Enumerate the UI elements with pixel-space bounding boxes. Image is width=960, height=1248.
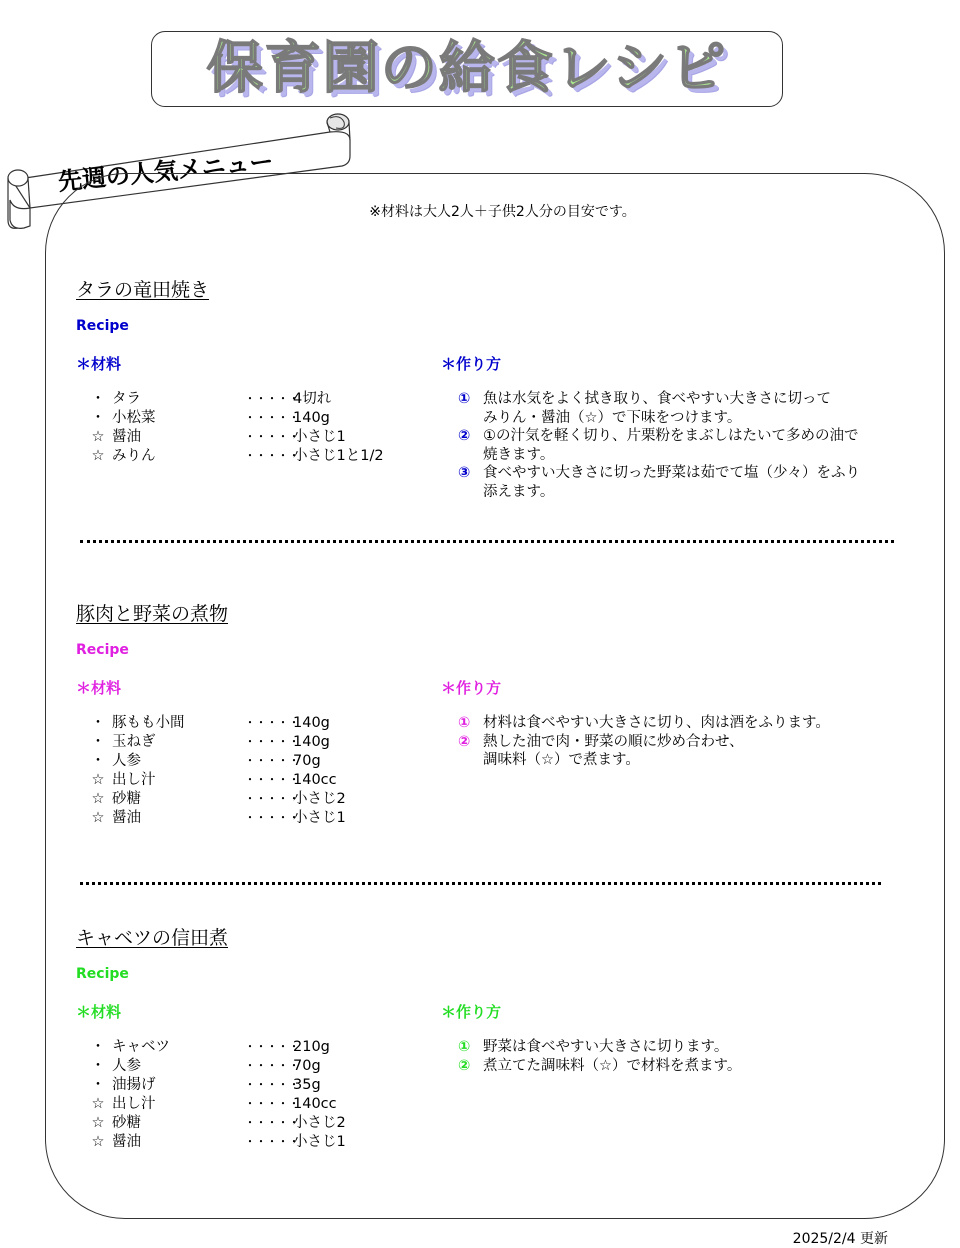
ingredient-amount: 70g — [293, 1058, 321, 1074]
ingredient-leader: ・・・・・ — [245, 775, 300, 786]
ingredients-heading: ＊材料 — [76, 1003, 122, 1021]
ingredient-name: みりん — [112, 448, 156, 464]
step-number: ② — [458, 1057, 471, 1074]
step-item — [458, 427, 898, 464]
ingredient-amount: 210g — [293, 1039, 330, 1055]
updated-date: 2025/2/4 更新 — [792, 1231, 888, 1247]
step-list — [458, 1038, 898, 1075]
recipe-name: キャベツの信田煮 — [76, 927, 229, 949]
page-title: 保育園の給食レシピ — [206, 36, 728, 101]
step-text-continued: 調味料（☆）で煮ます。 — [483, 752, 640, 768]
steps-heading: ＊作り方 — [441, 679, 502, 697]
ingredient-name: 醤油 — [112, 429, 141, 445]
ingredient-leader: ・・・・・ — [245, 451, 300, 462]
ingredient-amount: 140g — [293, 715, 330, 731]
recipe-label: Recipe — [76, 642, 129, 658]
ingredient-leader: ・・・・・ — [245, 394, 300, 405]
dotted-separator — [80, 882, 881, 885]
ingredient-amount: 小さじ2 — [293, 791, 346, 807]
ingredient-leader: ・・・・・ — [245, 1118, 300, 1129]
step-number: ① — [458, 715, 471, 731]
ingredient-amount: 小さじ2 — [293, 1115, 346, 1131]
ingredient-mark: ☆ — [91, 429, 105, 445]
ingredient-leader: ・・・・・ — [245, 1061, 300, 1072]
ingredient-mark: ☆ — [91, 448, 105, 464]
ingredient-leader: ・・・・・ — [245, 413, 300, 424]
step-text-continued: 添えます。 — [483, 483, 555, 500]
ingredient-amount: 140cc — [293, 1096, 337, 1112]
step-item — [458, 464, 898, 501]
ingredient-leader: ・・・・・ — [245, 432, 300, 443]
step-list — [458, 714, 898, 770]
ingredient-name: 醤油 — [112, 810, 141, 826]
ingredient-leader: ・・・・・ — [245, 794, 300, 805]
ingredient-leader: ・・・・・ — [245, 1137, 300, 1148]
ingredient-mark: ☆ — [91, 791, 105, 807]
ingredient-mark: ☆ — [91, 1096, 105, 1112]
servings-note: ※材料は大人2人＋子供2人分の目安です。 — [369, 204, 636, 220]
ingredient-name: タラ — [112, 391, 141, 407]
ingredient-amount: 140g — [293, 734, 330, 750]
step-list — [458, 390, 898, 501]
ingredient-mark: ・ — [90, 391, 106, 407]
step-number: ① — [458, 391, 471, 407]
step-item — [458, 714, 898, 733]
ingredient-amount: 4切れ — [293, 391, 332, 407]
ingredient-amount: 140cc — [293, 772, 337, 788]
ingredient-amount: 35g — [293, 1077, 321, 1093]
ingredient-name: 豚もも小間 — [112, 715, 185, 731]
banner-title: 先週の人気メニュー — [56, 147, 275, 196]
recipe-label: Recipe — [76, 318, 129, 334]
ingredient-name: 出し汁 — [112, 772, 156, 788]
ingredient-name: キャベツ — [112, 1039, 170, 1055]
ingredient-mark: ・ — [90, 753, 106, 769]
step-text: 食べやすい大きさに切った野菜は茹でて塩（少々）をふり — [483, 465, 860, 481]
ingredient-name: 玉ねぎ — [112, 734, 156, 750]
ingredient-name: 人参 — [112, 753, 141, 769]
ingredient-amount: 小さじ1 — [293, 1134, 346, 1150]
ingredient-amount: 小さじ1と1/2 — [293, 448, 384, 464]
step-text-continued: みりん・醤油（☆）で下味をつけます。 — [483, 409, 742, 426]
ingredient-leader: ・・・・・ — [245, 813, 300, 824]
ingredient-name: 砂糖 — [112, 791, 141, 807]
ingredient-name: 人参 — [112, 1058, 141, 1074]
step-text: 魚は水気をよく拭き取り、食べやすい大きさに切って — [483, 391, 831, 407]
ingredient-leader: ・・・・・ — [245, 1042, 300, 1053]
ingredient-amount: 小さじ1 — [293, 810, 346, 826]
ingredient-amount: 140g — [293, 410, 330, 426]
steps-heading: ＊作り方 — [441, 355, 502, 373]
step-text: 煮立てた調味料（☆）で材料を煮ます。 — [483, 1057, 742, 1074]
step-item — [458, 1057, 898, 1076]
step-number: ① — [458, 1039, 471, 1055]
recipe-name: タラの竜田焼き — [76, 279, 210, 301]
ingredient-leader: ・・・・・ — [245, 1099, 300, 1110]
ingredient-mark: ・ — [90, 1039, 106, 1055]
ingredient-leader: ・・・・・ — [245, 737, 300, 748]
ingredient-mark: ☆ — [91, 1134, 105, 1150]
step-text: 野菜は食べやすい大きさに切ります。 — [483, 1039, 729, 1055]
steps-heading: ＊作り方 — [441, 1003, 502, 1021]
ingredients-heading: ＊材料 — [76, 679, 122, 697]
title-box — [151, 31, 783, 107]
step-text: ①の汁気を軽く切り、片栗粉をまぶしはたいて多めの油で — [483, 428, 859, 444]
ingredient-mark: ☆ — [91, 1115, 105, 1131]
step-text: 材料は食べやすい大きさに切り、肉は酒をふります。 — [483, 715, 830, 731]
step-text: 熱した油で肉・野菜の順に炒め合わせ、 — [483, 733, 744, 750]
ingredient-leader: ・・・・・ — [245, 718, 300, 729]
ingredients-heading: ＊材料 — [76, 355, 122, 373]
step-item — [458, 390, 898, 427]
ingredient-mark: ・ — [90, 1077, 106, 1093]
ingredient-leader: ・・・・・ — [245, 1080, 300, 1091]
step-number: ② — [458, 428, 471, 444]
ingredient-mark: ☆ — [91, 810, 105, 826]
ingredient-name: 砂糖 — [112, 1115, 141, 1131]
recipe-name: 豚肉と野菜の煮物 — [76, 603, 229, 625]
ingredient-mark: ・ — [90, 734, 106, 750]
step-text-continued: 焼きます。 — [483, 446, 555, 463]
recipe-label: Recipe — [76, 966, 129, 982]
ingredient-leader: ・・・・・ — [245, 756, 300, 767]
step-number: ② — [458, 733, 471, 750]
ingredient-name: 醤油 — [112, 1134, 141, 1150]
step-number: ③ — [458, 465, 471, 481]
ingredient-amount: 70g — [293, 753, 321, 769]
ingredient-name: 油揚げ — [112, 1077, 156, 1093]
step-item — [458, 1038, 898, 1057]
ingredient-mark: ・ — [90, 715, 106, 731]
ingredient-name: 小松菜 — [112, 410, 156, 426]
step-item — [458, 733, 898, 770]
dotted-separator — [80, 540, 894, 543]
ingredient-mark: ☆ — [91, 772, 105, 788]
ingredient-mark: ・ — [90, 410, 106, 426]
ingredient-mark: ・ — [90, 1058, 106, 1074]
ingredient-amount: 小さじ1 — [293, 429, 346, 445]
ingredient-name: 出し汁 — [112, 1096, 156, 1112]
